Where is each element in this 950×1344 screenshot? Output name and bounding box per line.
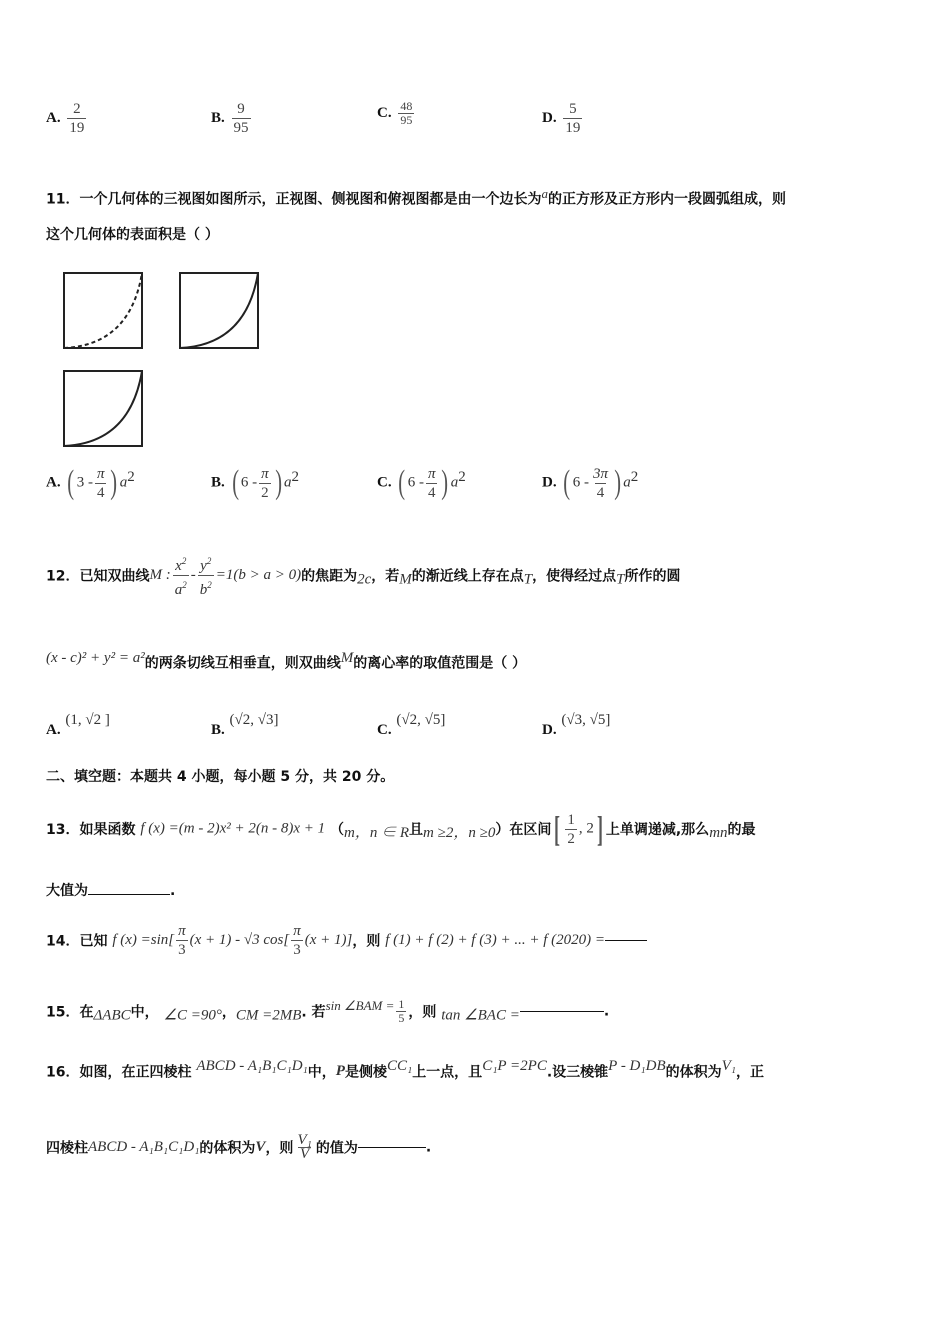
option-label: B. [211, 474, 225, 491]
option-label: A. [46, 110, 61, 126]
q14-line: 14．已知 f (x) =sin[ $\frac{\pi}{3}$ (x + 1) - √3 cos[ $\frac{\pi}{3}$ (x + 1)]，则 f (1) + f (2) + f (3) + ... + f (2020) = [46, 922, 647, 959]
top-view-figure [60, 368, 150, 450]
answer-blank[interactable] [358, 1147, 426, 1148]
q11-option-d[interactable]: D. ( 6 - $\frac{3\pi}{4}$ ) $a^2$ [542, 464, 639, 501]
option-label: B. [211, 110, 225, 126]
option-label: D. [542, 110, 557, 126]
q10-option-b[interactable] [211, 100, 253, 137]
q13-line2: 大值为 . [46, 883, 176, 899]
option-label: A. [46, 474, 61, 491]
side-view-figure [176, 270, 266, 352]
q11-option-b[interactable]: B. ( 6 - $\frac{\pi}{2}$ ) $a^2$ [211, 464, 299, 501]
option-fraction: $\frac{2}{19}$ [69, 101, 85, 136]
q13-line1: 13．如果函数 f (x) =(m - 2)x² + 2(n - 8)x + 1 （m，n ∈ R且m ≥2，n ≥0）在区间[ $\frac{1}{2}$ , 2] 上单调递减,那么mn的最 [46, 809, 756, 849]
q12-line2: (x - c)² + y² = a²的两条切线互相垂直，则双曲线M的离心率的取值范围是（ ） [46, 650, 527, 672]
q12-option-c[interactable]: C. (√2, √5] [377, 712, 446, 738]
q15-line: 15．在ΔABC中， ∠C =90°，CM =2MB. 若sin ∠BAM = $\frac{1}{5}$ ，则 tan ∠BAC = . [46, 997, 610, 1026]
answer-blank[interactable] [88, 894, 170, 895]
var-a: a [541, 186, 548, 201]
answer-blank[interactable] [605, 940, 647, 941]
q10-option-d[interactable] [542, 100, 584, 137]
q10-option-c[interactable] [377, 100, 416, 127]
section-heading-fill-in: 二、填空题：本题共 4 小题，每小题 5 分，共 20 分。 [46, 769, 395, 785]
q11-line1: 11．一个几何体的三视图如图所示，正视图、侧视图和俯视图都是由一个边长为$^a$的正方形及正方形内一段圆弧组成，则 [46, 186, 786, 208]
q11-option-a[interactable]: A. ( 3 - $\frac{\pi}{4}$ ) $a^2$ [46, 464, 135, 501]
q12-option-b[interactable]: B. (√2, √3] [211, 712, 279, 738]
q11-option-c[interactable]: C. ( 6 - $\frac{\pi}{4}$ ) $a^2$ [377, 464, 466, 501]
option-fraction: $\frac{5}{19}$ [565, 101, 581, 136]
q16-line2: 四棱柱ABCD - A₁B₁C₁D₁的体积为V，则 $\frac{\text{V₁}}{V}$ 的值为 . [46, 1132, 432, 1162]
option-fraction: $\frac{9}{95}$ [233, 101, 249, 136]
option-label: C. [377, 474, 392, 491]
q16-line1: 16．如图，在正四棱柱 ABCD - A₁B₁C₁D₁中，P是侧棱CC₁上一点，且C₁P =2PC.设三棱锥P - D₁DB的体积为V₁，正 [46, 1058, 764, 1081]
q11-line2: 这个几何体的表面积是（ ） [46, 227, 219, 243]
q12-option-d[interactable]: D. (√3, √5] [542, 712, 611, 738]
q12-option-a[interactable]: A. (1, √2 ] [46, 712, 110, 738]
option-fraction: $\frac{48}{95}$ [400, 99, 413, 127]
option-label: D. [542, 474, 557, 491]
q10-option-a[interactable] [46, 100, 88, 137]
option-label: C. [377, 105, 392, 121]
front-view-figure [60, 270, 150, 352]
answer-blank[interactable] [520, 1011, 604, 1012]
q12-line1: 12．已知双曲线M : $\frac{x^2}{a^2}$ - $\frac{y^2}{b^2}$ =1(b > a > 0)的焦距为2c，若M的渐近线上存在点T，使得经过点T所作的圆 [46, 556, 681, 598]
